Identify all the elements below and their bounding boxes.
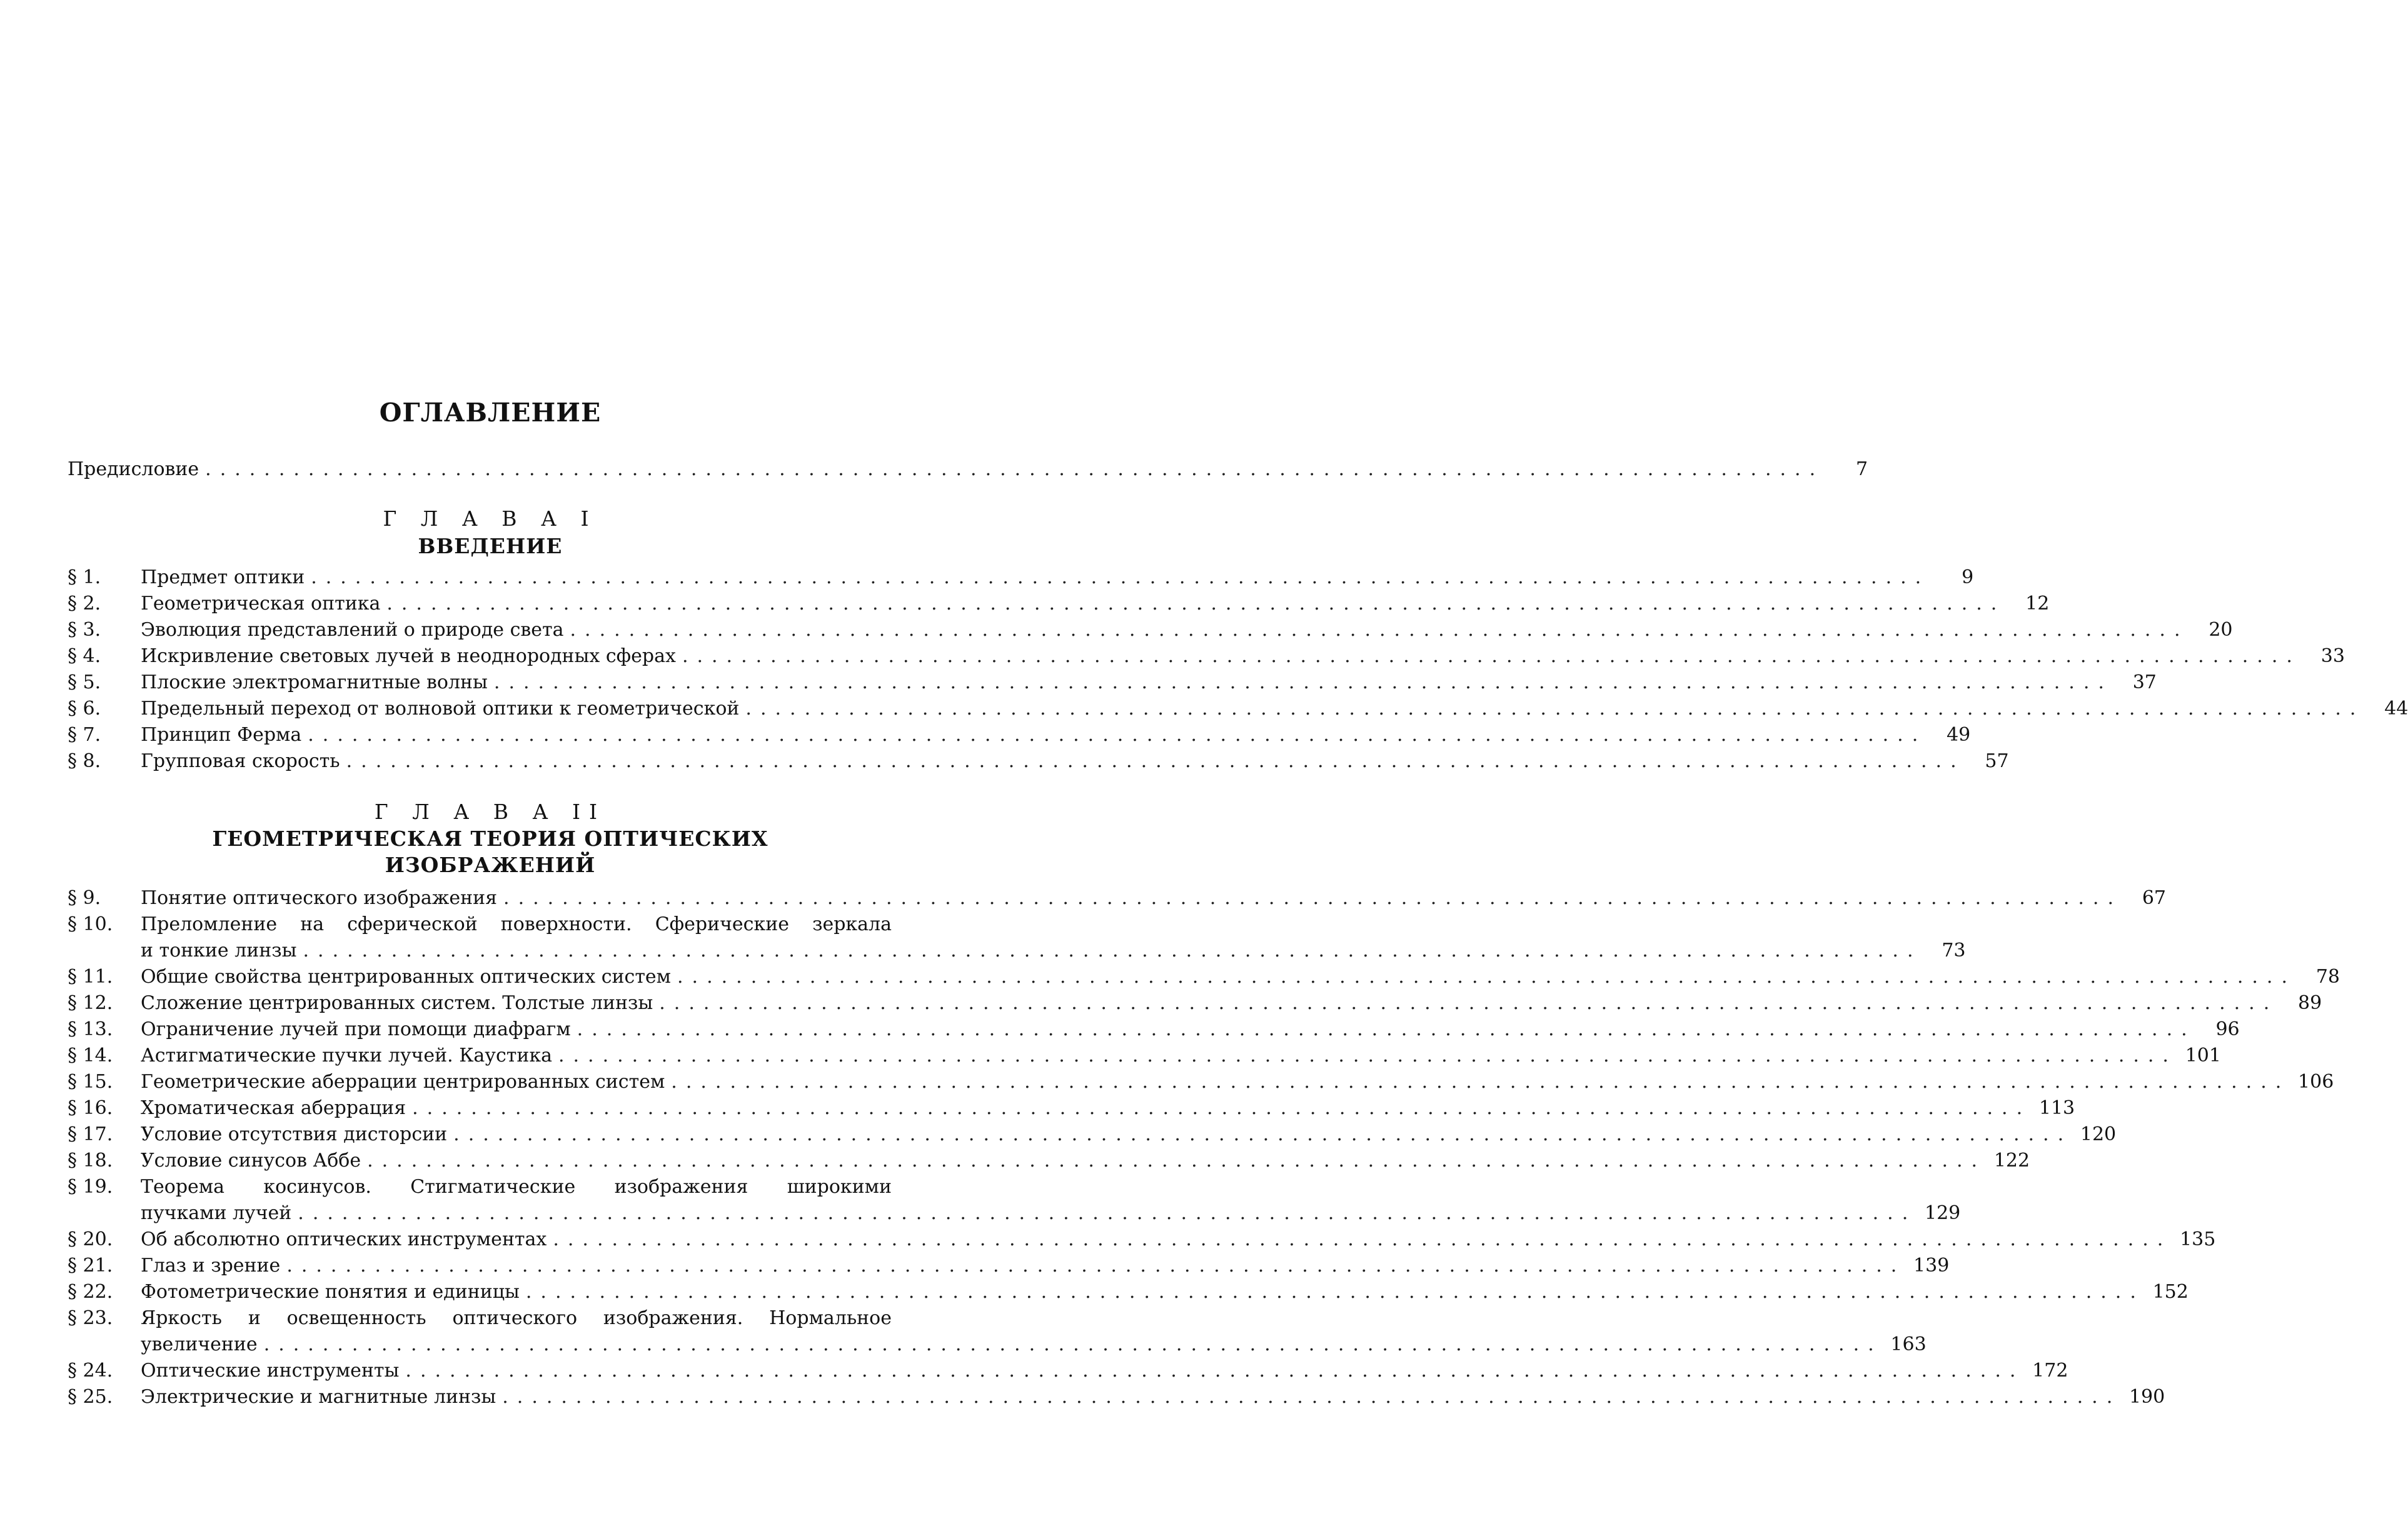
toc-page-number: 78 bbox=[2315, 966, 2340, 988]
toc-page-number: 89 bbox=[2298, 992, 2322, 1014]
toc-entry-line bbox=[68, 456, 1868, 483]
leader-dots: .............................................................................................................. bbox=[525, 1281, 2145, 1303]
toc-entry-title: Искривление световых лучей в неоднородных сферах bbox=[141, 645, 676, 667]
chapter-title bbox=[0, 826, 980, 878]
toc-entry-line bbox=[141, 1358, 2068, 1384]
toc-entry-line bbox=[141, 1332, 1927, 1358]
section-number: § 6. bbox=[68, 698, 101, 720]
toc-page-number: 122 bbox=[1993, 1150, 2030, 1172]
toc-entry-title: Теорема косинусов. Стигматические изображения широкими bbox=[141, 1176, 892, 1198]
section-number: § 3. bbox=[68, 619, 101, 641]
toc-page-number: 12 bbox=[2025, 593, 2050, 615]
toc-entry-line bbox=[141, 1279, 2189, 1305]
leader-dots: .............................................................................................................. bbox=[682, 645, 2301, 667]
leader-dots: .............................................................................................................. bbox=[308, 724, 1927, 746]
toc-entry-title: Принцип Ферма bbox=[141, 724, 302, 746]
toc-entry-line bbox=[141, 885, 2167, 911]
toc-page-number: 152 bbox=[2152, 1281, 2189, 1303]
toc-page-number: 106 bbox=[2298, 1071, 2334, 1093]
toc-entry-title: Оптические инструменты bbox=[141, 1360, 400, 1382]
section-number: § 17. bbox=[68, 1123, 113, 1145]
toc-entry-title-continued: и тонкие линзы bbox=[141, 940, 297, 961]
toc-entry-title: Геометрическая оптика bbox=[141, 593, 381, 615]
toc-entry-title: Понятие оптического изображения bbox=[141, 887, 498, 909]
section-number: § 22. bbox=[68, 1281, 113, 1303]
toc-entry-title: Об абсолютно оптических инструментах bbox=[141, 1228, 547, 1250]
leader-dots: .............................................................................................................. bbox=[286, 1255, 1906, 1277]
leader-dots: .............................................................................................................. bbox=[205, 458, 1825, 480]
toc-entry-title: Условие отсутствия дисторсии bbox=[141, 1123, 448, 1145]
toc-page-number: 129 bbox=[1925, 1202, 1961, 1224]
leader-dots: .............................................................................................................. bbox=[558, 1045, 2177, 1067]
leader-dots: .............................................................................................................. bbox=[263, 1333, 1883, 1355]
toc-page-number: 57 bbox=[1985, 750, 2009, 772]
toc-entry-line bbox=[141, 990, 2322, 1017]
toc-entry-title-continued: увеличение bbox=[141, 1333, 258, 1355]
toc-entry-title: Электрические и магнитные линзы bbox=[141, 1386, 496, 1408]
section-number: § 16. bbox=[68, 1097, 113, 1119]
section-number: § 5. bbox=[68, 671, 101, 693]
section-number: § 25. bbox=[68, 1386, 113, 1408]
leader-dots: .............................................................................................................. bbox=[671, 1071, 2290, 1093]
toc-entry-line bbox=[141, 1305, 892, 1332]
toc-entry-line bbox=[141, 1043, 2221, 1069]
section-number: § 9. bbox=[68, 887, 101, 909]
toc-page-number: 33 bbox=[2320, 645, 2345, 667]
chapter-title bbox=[0, 533, 980, 560]
section-number: § 13. bbox=[68, 1018, 113, 1040]
section-number: § 11. bbox=[68, 966, 113, 988]
leader-dots: .............................................................................................................. bbox=[405, 1360, 2025, 1382]
leader-dots: .............................................................................................................. bbox=[367, 1150, 1987, 1172]
toc-entry-line bbox=[141, 591, 2050, 617]
toc-page-number: 7 bbox=[1856, 458, 1868, 480]
toc-entry-title: Астигматические пучки лучей. Каустика bbox=[141, 1045, 552, 1067]
toc-entry-line bbox=[141, 722, 1971, 748]
leader-dots: .............................................................................................................. bbox=[386, 593, 2006, 615]
toc-page-number: 135 bbox=[2180, 1228, 2216, 1250]
toc-entry-line bbox=[141, 1174, 892, 1200]
toc-entry-line bbox=[141, 1253, 1950, 1279]
leader-dots: .............................................................................................................. bbox=[677, 966, 2296, 988]
toc-entry-line bbox=[141, 643, 2345, 670]
toc-page-number: 101 bbox=[2185, 1045, 2221, 1067]
toc-page-number: 113 bbox=[2038, 1097, 2075, 1119]
section-number: § 19. bbox=[68, 1176, 113, 1198]
chapter-title-line: ИЗОБРАЖЕНИЙ bbox=[385, 853, 596, 877]
toc-entry-title: Ограничение лучей при помощи диафрагм bbox=[141, 1018, 571, 1040]
leader-dots: .............................................................................................................. bbox=[303, 940, 1922, 961]
leader-dots: .............................................................................................................. bbox=[745, 698, 2365, 720]
toc-page-number: 190 bbox=[2128, 1386, 2165, 1408]
toc-entry-title: Эволюция представлений о природе света bbox=[141, 619, 564, 641]
toc-page-number: 44 bbox=[2384, 698, 2408, 720]
toc-entry-line bbox=[141, 1095, 2075, 1122]
toc-page-number: 120 bbox=[2080, 1123, 2117, 1145]
chapter-label: Г Л А В А I bbox=[383, 506, 598, 531]
toc-entry-line bbox=[141, 1122, 2117, 1148]
toc-page-number: 172 bbox=[2032, 1360, 2068, 1382]
toc-entry-title: Плоские электромагнитные волны bbox=[141, 671, 488, 693]
section-number: § 10. bbox=[68, 913, 113, 935]
toc-page-number: 9 bbox=[1962, 566, 1974, 588]
toc-entry-title: Геометрические аберрации центрированных систем bbox=[141, 1071, 665, 1093]
toc-entry-line bbox=[141, 1200, 1961, 1227]
toc-entry-line bbox=[141, 670, 2157, 696]
chapter-title-line: ВВЕДЕНИЕ bbox=[418, 534, 563, 558]
leader-dots: .............................................................................................................. bbox=[346, 750, 1965, 772]
leader-dots: .............................................................................................................. bbox=[502, 1386, 2122, 1408]
toc-page-number: 67 bbox=[2142, 887, 2167, 909]
toc-entry-title: Глаз и зрение bbox=[141, 1255, 281, 1277]
section-number: § 4. bbox=[68, 645, 101, 667]
toc-entry-line bbox=[141, 617, 2233, 643]
toc-page-number: 20 bbox=[2209, 619, 2233, 641]
leader-dots: .............................................................................................................. bbox=[553, 1228, 2172, 1250]
toc-entry-title: Условие синусов Аббе bbox=[141, 1150, 361, 1172]
toc-entry-title: Общие свойства центрированных оптических систем bbox=[141, 966, 672, 988]
toc-entry-title: Групповая скорость bbox=[141, 750, 340, 772]
toc-entry-title: Преломление на сферической поверхности. Сферические зеркала bbox=[141, 913, 892, 935]
section-number: § 20. bbox=[68, 1228, 113, 1250]
toc-page-number: 49 bbox=[1947, 724, 1971, 746]
chapter-label: Г Л А В А II bbox=[374, 800, 607, 824]
toc-entry-title: Предмет оптики bbox=[141, 566, 305, 588]
leader-dots: .............................................................................................................. bbox=[493, 671, 2113, 693]
toc-entry-line bbox=[141, 748, 2009, 775]
toc-page-number: 96 bbox=[2215, 1018, 2240, 1040]
page-title: ОГЛАВЛЕНИЕ bbox=[379, 398, 602, 428]
toc-entry-line bbox=[141, 938, 1966, 964]
section-number: § 14. bbox=[68, 1045, 113, 1067]
toc-entry-line bbox=[141, 565, 1974, 591]
leader-dots: .............................................................................................................. bbox=[298, 1202, 1917, 1224]
leader-dots: .............................................................................................................. bbox=[570, 619, 2189, 641]
leader-dots: .............................................................................................................. bbox=[311, 566, 1930, 588]
section-number: § 15. bbox=[68, 1071, 113, 1093]
leader-dots: .............................................................................................................. bbox=[453, 1123, 2073, 1145]
toc-page-number: 37 bbox=[2132, 671, 2157, 693]
toc-entry-title: Сложение центрированных систем. Толстые линзы bbox=[141, 992, 653, 1014]
toc-entry-line bbox=[141, 1384, 2165, 1410]
toc-entry-line bbox=[141, 1148, 2030, 1174]
toc-entry-title: Яркость и освещенность оптического изображения. Нормальное bbox=[141, 1307, 892, 1329]
section-number: § 23. bbox=[68, 1307, 113, 1329]
leader-dots: .............................................................................................................. bbox=[503, 887, 2123, 909]
section-number: § 8. bbox=[68, 750, 101, 772]
section-number: § 7. bbox=[68, 724, 101, 746]
toc-page-number: 139 bbox=[1913, 1255, 1950, 1277]
toc-entry-line bbox=[141, 696, 2408, 722]
toc-page-number: 73 bbox=[1942, 940, 1966, 961]
section-number: § 18. bbox=[68, 1150, 113, 1172]
toc-page-number: 163 bbox=[1890, 1333, 1927, 1355]
toc-entry-title-continued: пучками лучей bbox=[141, 1202, 292, 1224]
toc-entry-line bbox=[141, 911, 892, 938]
section-number: § 12. bbox=[68, 992, 113, 1014]
toc-entry-title: Фотометрические понятия и единицы bbox=[141, 1281, 520, 1303]
toc-entry-line bbox=[141, 1227, 2216, 1253]
toc-entry-title: Предельный переход от волновой оптики к геометрической bbox=[141, 698, 740, 720]
section-number: § 24. bbox=[68, 1360, 113, 1382]
chapter-title-line: ГЕОМЕТРИЧЕСКАЯ ТЕОРИЯ ОПТИЧЕСКИХ bbox=[212, 826, 768, 851]
toc-entry-line bbox=[141, 1017, 2240, 1043]
section-number: § 2. bbox=[68, 593, 101, 615]
leader-dots: .............................................................................................................. bbox=[659, 992, 2279, 1014]
toc-entry-line bbox=[141, 1069, 2334, 1095]
section-number: § 21. bbox=[68, 1255, 113, 1277]
section-number: § 1. bbox=[68, 566, 101, 588]
toc-entry-title: Хроматическая аберрация bbox=[141, 1097, 406, 1119]
leader-dots: .............................................................................................................. bbox=[577, 1018, 2196, 1040]
toc-entry-line bbox=[141, 964, 2340, 990]
toc-entry-title: Предисловие bbox=[68, 458, 199, 480]
leader-dots: .............................................................................................................. bbox=[412, 1097, 2032, 1119]
